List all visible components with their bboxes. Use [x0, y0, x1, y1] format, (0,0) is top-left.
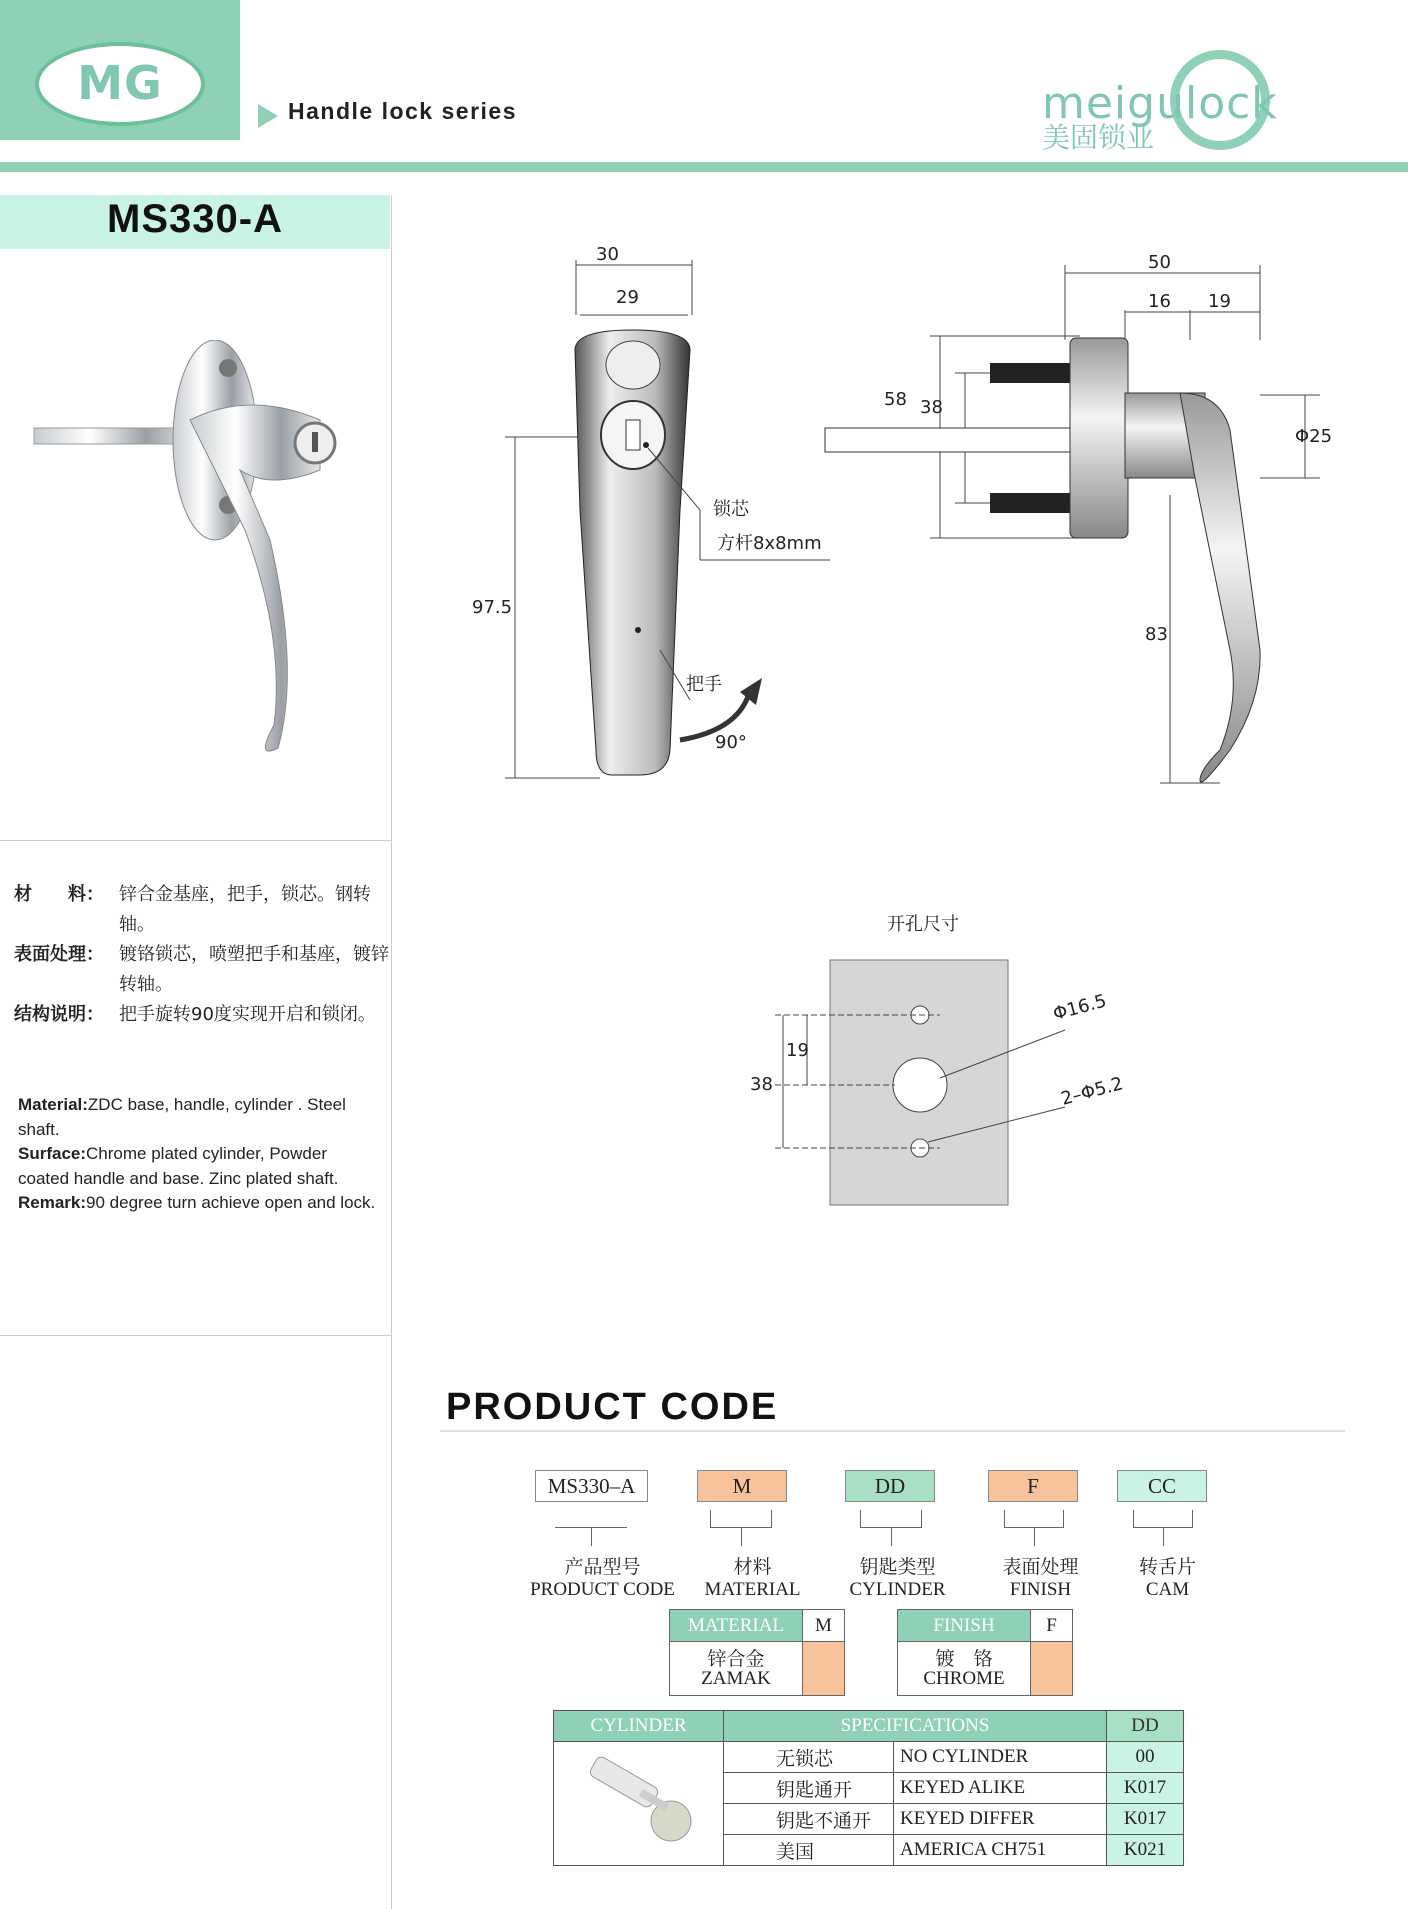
cyl-code: K017 [1107, 1804, 1184, 1835]
spec-cn-surface [14, 940, 392, 1000]
cutout-title: 开孔尺寸 [887, 914, 959, 935]
bracket [1004, 1510, 1064, 1528]
caption-cn: 表面处理 [1002, 1557, 1079, 1578]
spec-label: 表面处理： [14, 944, 104, 965]
finish-table [897, 1609, 1073, 1696]
spec-text: 锌合金基座，把手，锁芯。钢转轴。 [119, 884, 371, 935]
finish-swatch [1031, 1642, 1073, 1696]
sidebar-divider [0, 840, 392, 841]
cyl-en: AMERICA CH751 [894, 1835, 1107, 1866]
code-cylinder: DD [845, 1470, 935, 1502]
stem [741, 1528, 742, 1546]
brand-name: meigulock [1042, 78, 1278, 129]
cyl-cn: 钥匙通开 [724, 1773, 894, 1804]
material-text: ZDC base, handle, cylinder . Steel shaft. [18, 1095, 346, 1139]
material-header: MATERIAL [670, 1610, 803, 1642]
product-code-title: PRODUCT CODE [446, 1386, 779, 1428]
caption-en: CYLINDER [849, 1579, 946, 1600]
finish-en: CHROME [923, 1667, 1005, 1689]
remark-text: 90 degree turn achieve open and lock. [86, 1193, 376, 1212]
caption-cn: 材料 [733, 1557, 772, 1578]
material-code: M [803, 1610, 845, 1642]
mg-logo [35, 42, 205, 126]
dim-29: 29 [616, 287, 639, 308]
dim-30: 30 [596, 244, 619, 265]
dim-dia25: Φ25 [1295, 426, 1333, 447]
finish-header: FINISH [898, 1610, 1031, 1642]
material-swatch [803, 1642, 845, 1696]
caption-en: FINISH [1009, 1579, 1072, 1600]
cyl-en: KEYED DIFFER [894, 1804, 1107, 1835]
surface-text: Chrome plated cylinder, Powder coated handle and base. Zinc plated shaft. [18, 1144, 339, 1188]
caption-en: PRODUCT CODE [530, 1579, 675, 1600]
logo-text: MG [77, 56, 163, 110]
material-label: Material: [18, 1095, 88, 1114]
cyl-cn: 美国 [724, 1835, 894, 1866]
cyl-cn: 钥匙不通开 [724, 1804, 894, 1835]
dim-83: 83 [1145, 624, 1168, 645]
code-header: DD [1107, 1711, 1184, 1742]
cyl-code: K021 [1107, 1835, 1184, 1866]
spec-en [18, 1093, 378, 1216]
bracket [555, 1510, 627, 1528]
series-title: Handle lock series [288, 98, 517, 124]
sidebar-divider [0, 1335, 392, 1336]
caption-en: MATERIAL [704, 1579, 801, 1600]
spec-cn-structure [14, 1000, 392, 1030]
caption-en: CAM [1145, 1579, 1190, 1600]
label-cylinder: 锁芯 [713, 499, 749, 520]
caption-cylinder [835, 1557, 960, 1601]
key-icon [579, 1751, 699, 1851]
caption-cn: 产品型号 [564, 1557, 641, 1578]
caption-material [690, 1557, 815, 1601]
stem [1163, 1528, 1164, 1546]
label-angle: 90° [715, 732, 747, 753]
caption-cn: 转舌片 [1138, 1557, 1196, 1578]
model-title: MS330-A [107, 197, 283, 241]
finish-value [898, 1642, 1031, 1696]
caption-finish [978, 1557, 1103, 1601]
cylinder-header: CYLINDER [554, 1711, 724, 1742]
spec-text: 把手旋转90度实现开启和锁闭。 [119, 1004, 376, 1025]
key-image-cell [554, 1742, 724, 1866]
dim-38: 38 [920, 397, 943, 418]
dim-16: 16 [1148, 291, 1171, 312]
cyl-cn: 无锁芯 [724, 1742, 894, 1773]
spec-label: 材 料： [14, 884, 104, 905]
label-shaft: 方杆8x8mm [717, 533, 822, 554]
caption-model [510, 1557, 695, 1601]
material-value [670, 1642, 803, 1696]
label-handle: 把手 [686, 674, 722, 695]
spec-header: SPECIFICATIONS [724, 1711, 1107, 1742]
finish-cn: 镀 铬 [935, 1648, 993, 1670]
brand-name-cn: 美固锁业 [1042, 121, 1155, 154]
spec-cn [14, 880, 392, 1030]
cyl-en: NO CYLINDER [894, 1742, 1107, 1773]
header-divider [0, 162, 1408, 172]
stem [891, 1528, 892, 1546]
stem [1034, 1528, 1035, 1546]
product-photo [20, 340, 350, 760]
material-table [669, 1609, 845, 1696]
cyl-code: 00 [1107, 1742, 1184, 1773]
dim-big-hole: Φ16.5 [1050, 990, 1109, 1025]
bracket [860, 1510, 922, 1528]
spec-cn-material [14, 880, 392, 940]
spec-text: 镀铬锁芯，喷塑把手和基座，镀锌转轴。 [119, 944, 389, 995]
technical-drawing [400, 230, 1400, 1250]
remark-label: Remark: [18, 1193, 87, 1212]
material-en: ZAMAK [701, 1667, 771, 1689]
caption-cn: 钥匙类型 [859, 1557, 936, 1578]
dim-small-holes: 2–Φ5.2 [1058, 1073, 1126, 1110]
code-finish: F [988, 1470, 1078, 1502]
cylinder-table [553, 1710, 1184, 1866]
dim-97: 97.5 [472, 597, 513, 618]
dim-50: 50 [1148, 252, 1171, 273]
code-material: M [697, 1470, 787, 1502]
triangle-icon [258, 104, 278, 128]
bracket [710, 1510, 772, 1528]
dim-19-cut: 19 [786, 1040, 809, 1061]
finish-code: F [1031, 1610, 1073, 1642]
surface-label: Surface: [18, 1144, 87, 1163]
bracket [1133, 1510, 1193, 1528]
dim-38-cut: 38 [750, 1074, 773, 1095]
spec-label: 结构说明： [14, 1004, 104, 1025]
stem [591, 1528, 592, 1546]
code-model: MS330–A [535, 1470, 648, 1502]
dim-19: 19 [1208, 291, 1231, 312]
cyl-code: K017 [1107, 1773, 1184, 1804]
cyl-en: KEYED ALIKE [894, 1773, 1107, 1804]
caption-cam [1105, 1557, 1230, 1601]
material-cn: 锌合金 [707, 1648, 765, 1670]
code-cam: CC [1117, 1470, 1207, 1502]
dim-58: 58 [884, 389, 907, 410]
product-code-rule [440, 1430, 1345, 1432]
